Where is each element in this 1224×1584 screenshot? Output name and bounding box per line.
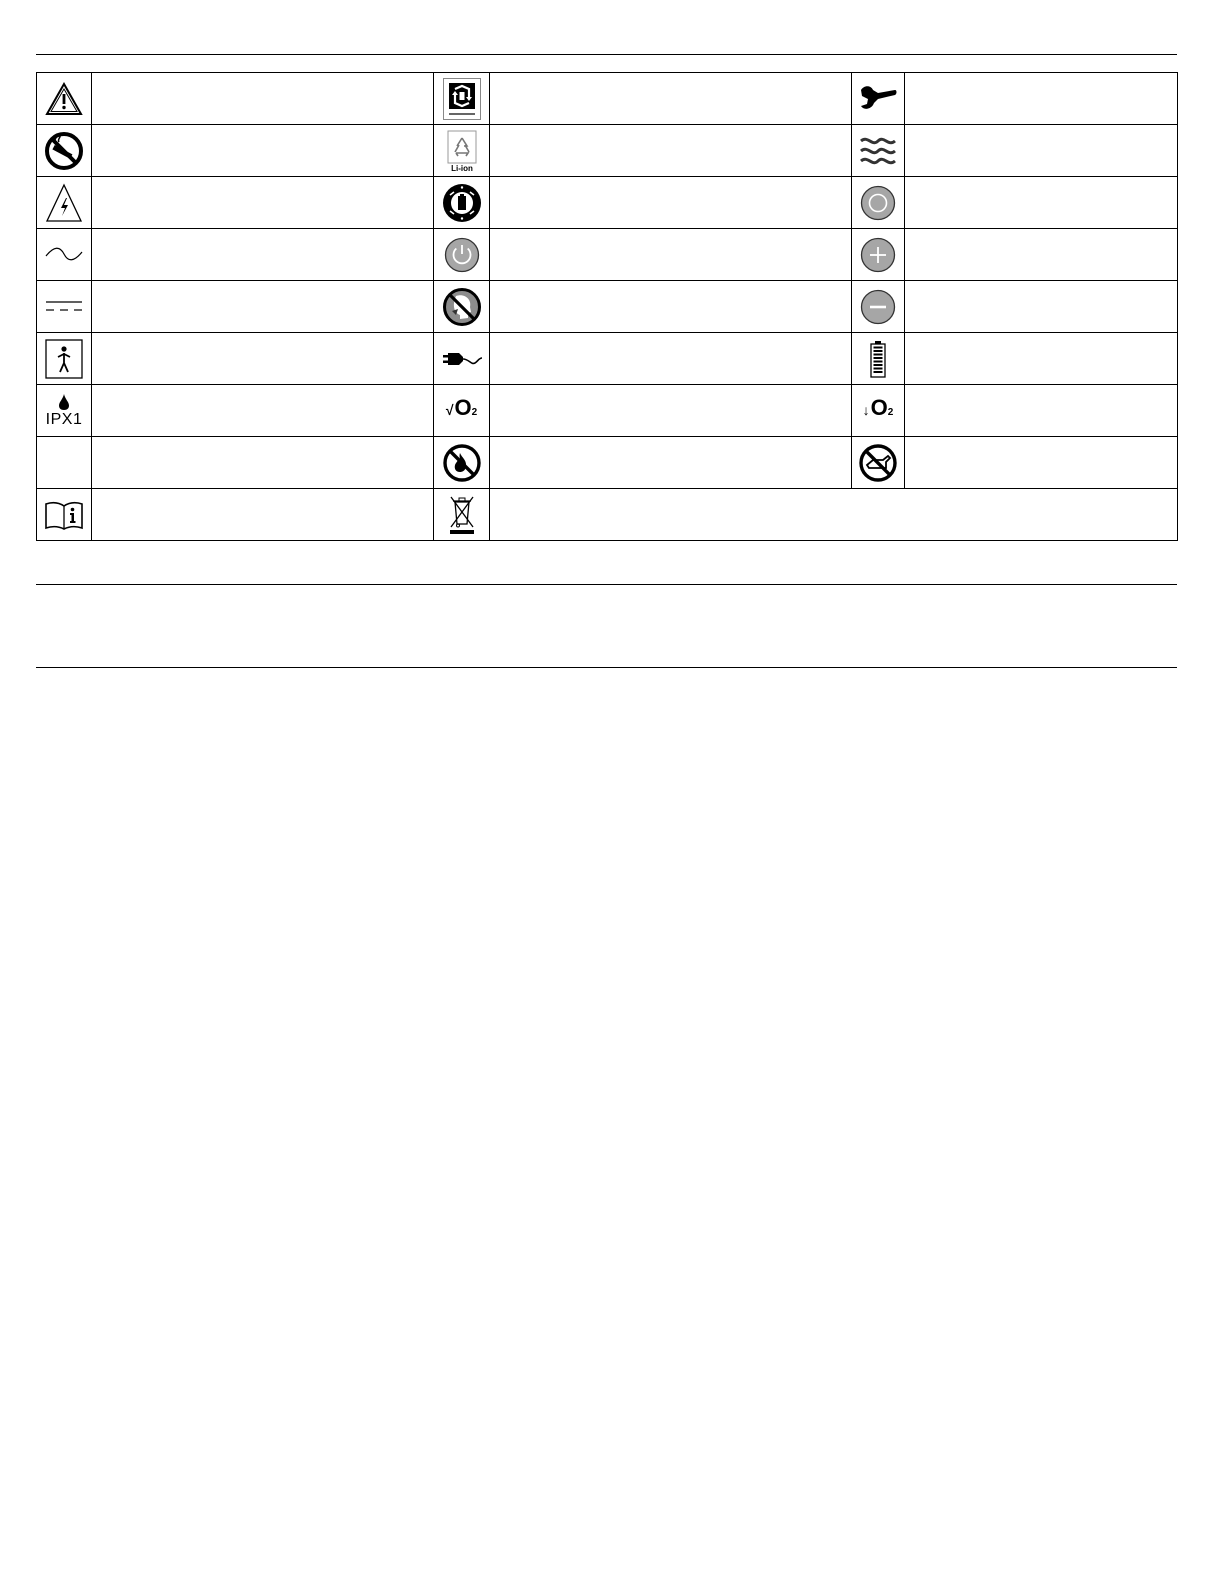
symbol-description xyxy=(905,229,1178,281)
no-disassembly-icon xyxy=(442,287,482,327)
minus-button-icon xyxy=(860,289,896,325)
power-button-icon xyxy=(444,237,480,273)
section-rule xyxy=(36,584,1177,585)
no-oil-grease-icon xyxy=(858,443,898,483)
symbol-description xyxy=(92,125,434,177)
symbol-cell xyxy=(434,281,490,333)
table-row xyxy=(37,437,1178,489)
top-rule xyxy=(36,54,1177,55)
symbol-cell xyxy=(37,177,92,229)
symbol-description xyxy=(490,73,852,125)
symbol-cell xyxy=(37,125,92,177)
low-oxygen-icon: ↓ O 2 xyxy=(862,395,894,420)
symbol-cell xyxy=(434,333,490,385)
type-bf-applied-part-icon xyxy=(45,339,83,379)
plus-button-icon xyxy=(860,237,896,273)
symbol-description xyxy=(92,177,434,229)
symbol-cell xyxy=(852,385,905,437)
table-row xyxy=(37,281,1178,333)
symbol-description xyxy=(905,385,1178,437)
symbols-table xyxy=(36,72,1178,541)
symbol-cell xyxy=(37,489,92,541)
table-row xyxy=(37,385,1178,437)
symbol-cell xyxy=(852,229,905,281)
svg-text:Li-ion: Li-ion xyxy=(450,163,473,172)
symbol-cell xyxy=(852,437,905,489)
symbol-description xyxy=(490,177,852,229)
symbol-description xyxy=(490,437,852,489)
direct-current-icon xyxy=(44,299,84,313)
symbol-description xyxy=(92,229,434,281)
oxygen-ok-icon: √ O 2 xyxy=(445,395,478,420)
battery-icon xyxy=(869,340,887,378)
weee-crossed-bin-icon xyxy=(447,494,477,536)
symbol-cell xyxy=(37,229,92,281)
symbol-description xyxy=(92,73,434,125)
symbol-description xyxy=(92,333,434,385)
alternating-current-icon xyxy=(44,246,84,262)
symbol-description xyxy=(490,385,852,437)
ipx1-label: IPX1 xyxy=(45,411,83,428)
warning-triangle-icon xyxy=(45,82,83,116)
humidity-waves-icon xyxy=(858,133,898,169)
rbrc-recycle-seal-icon xyxy=(442,183,482,223)
symbol-cell xyxy=(37,437,92,489)
symbol-description xyxy=(905,73,1178,125)
symbol-cell xyxy=(852,125,905,177)
ac-plug-icon xyxy=(441,349,483,369)
symbol-description xyxy=(905,281,1178,333)
electrical-hazard-icon xyxy=(45,183,83,223)
symbol-cell xyxy=(852,177,905,229)
table-row xyxy=(37,73,1178,125)
symbol-description xyxy=(905,437,1178,489)
wrench-icon xyxy=(858,84,898,114)
consult-instructions-icon xyxy=(44,500,84,530)
symbol-description xyxy=(92,489,434,541)
symbol-cell xyxy=(37,73,92,125)
symbol-description xyxy=(490,229,852,281)
symbol-description xyxy=(92,385,434,437)
no-smoking-icon xyxy=(44,131,84,171)
symbol-cell xyxy=(434,489,490,541)
symbol-description xyxy=(92,437,434,489)
no-open-flame-icon xyxy=(442,443,482,483)
symbol-cell xyxy=(434,73,490,125)
symbol-cell xyxy=(434,229,490,281)
symbol-cell xyxy=(37,333,92,385)
symbol-description xyxy=(490,489,1178,541)
symbol-description xyxy=(905,177,1178,229)
symbol-description xyxy=(490,281,852,333)
ipx1-drop-icon xyxy=(46,393,83,428)
circle-button-icon xyxy=(860,185,896,221)
symbol-cell xyxy=(852,73,905,125)
table-row xyxy=(37,177,1178,229)
symbol-cell xyxy=(37,281,92,333)
li-ion-recycle-icon xyxy=(446,130,478,172)
symbol-description xyxy=(92,281,434,333)
symbol-cell xyxy=(434,125,490,177)
table-row xyxy=(37,125,1178,177)
symbol-cell xyxy=(37,385,92,437)
symbol-description xyxy=(490,333,852,385)
symbol-description xyxy=(905,333,1178,385)
taiwan-battery-recycle-icon xyxy=(443,78,481,120)
symbol-description xyxy=(490,125,852,177)
symbol-cell xyxy=(434,385,490,437)
table-row xyxy=(37,229,1178,281)
table-row xyxy=(37,333,1178,385)
symbol-cell xyxy=(852,333,905,385)
symbol-description xyxy=(905,125,1178,177)
symbol-cell xyxy=(434,177,490,229)
symbol-cell xyxy=(852,281,905,333)
table-row xyxy=(37,489,1178,541)
section-rule xyxy=(36,667,1177,668)
symbol-cell xyxy=(434,437,490,489)
